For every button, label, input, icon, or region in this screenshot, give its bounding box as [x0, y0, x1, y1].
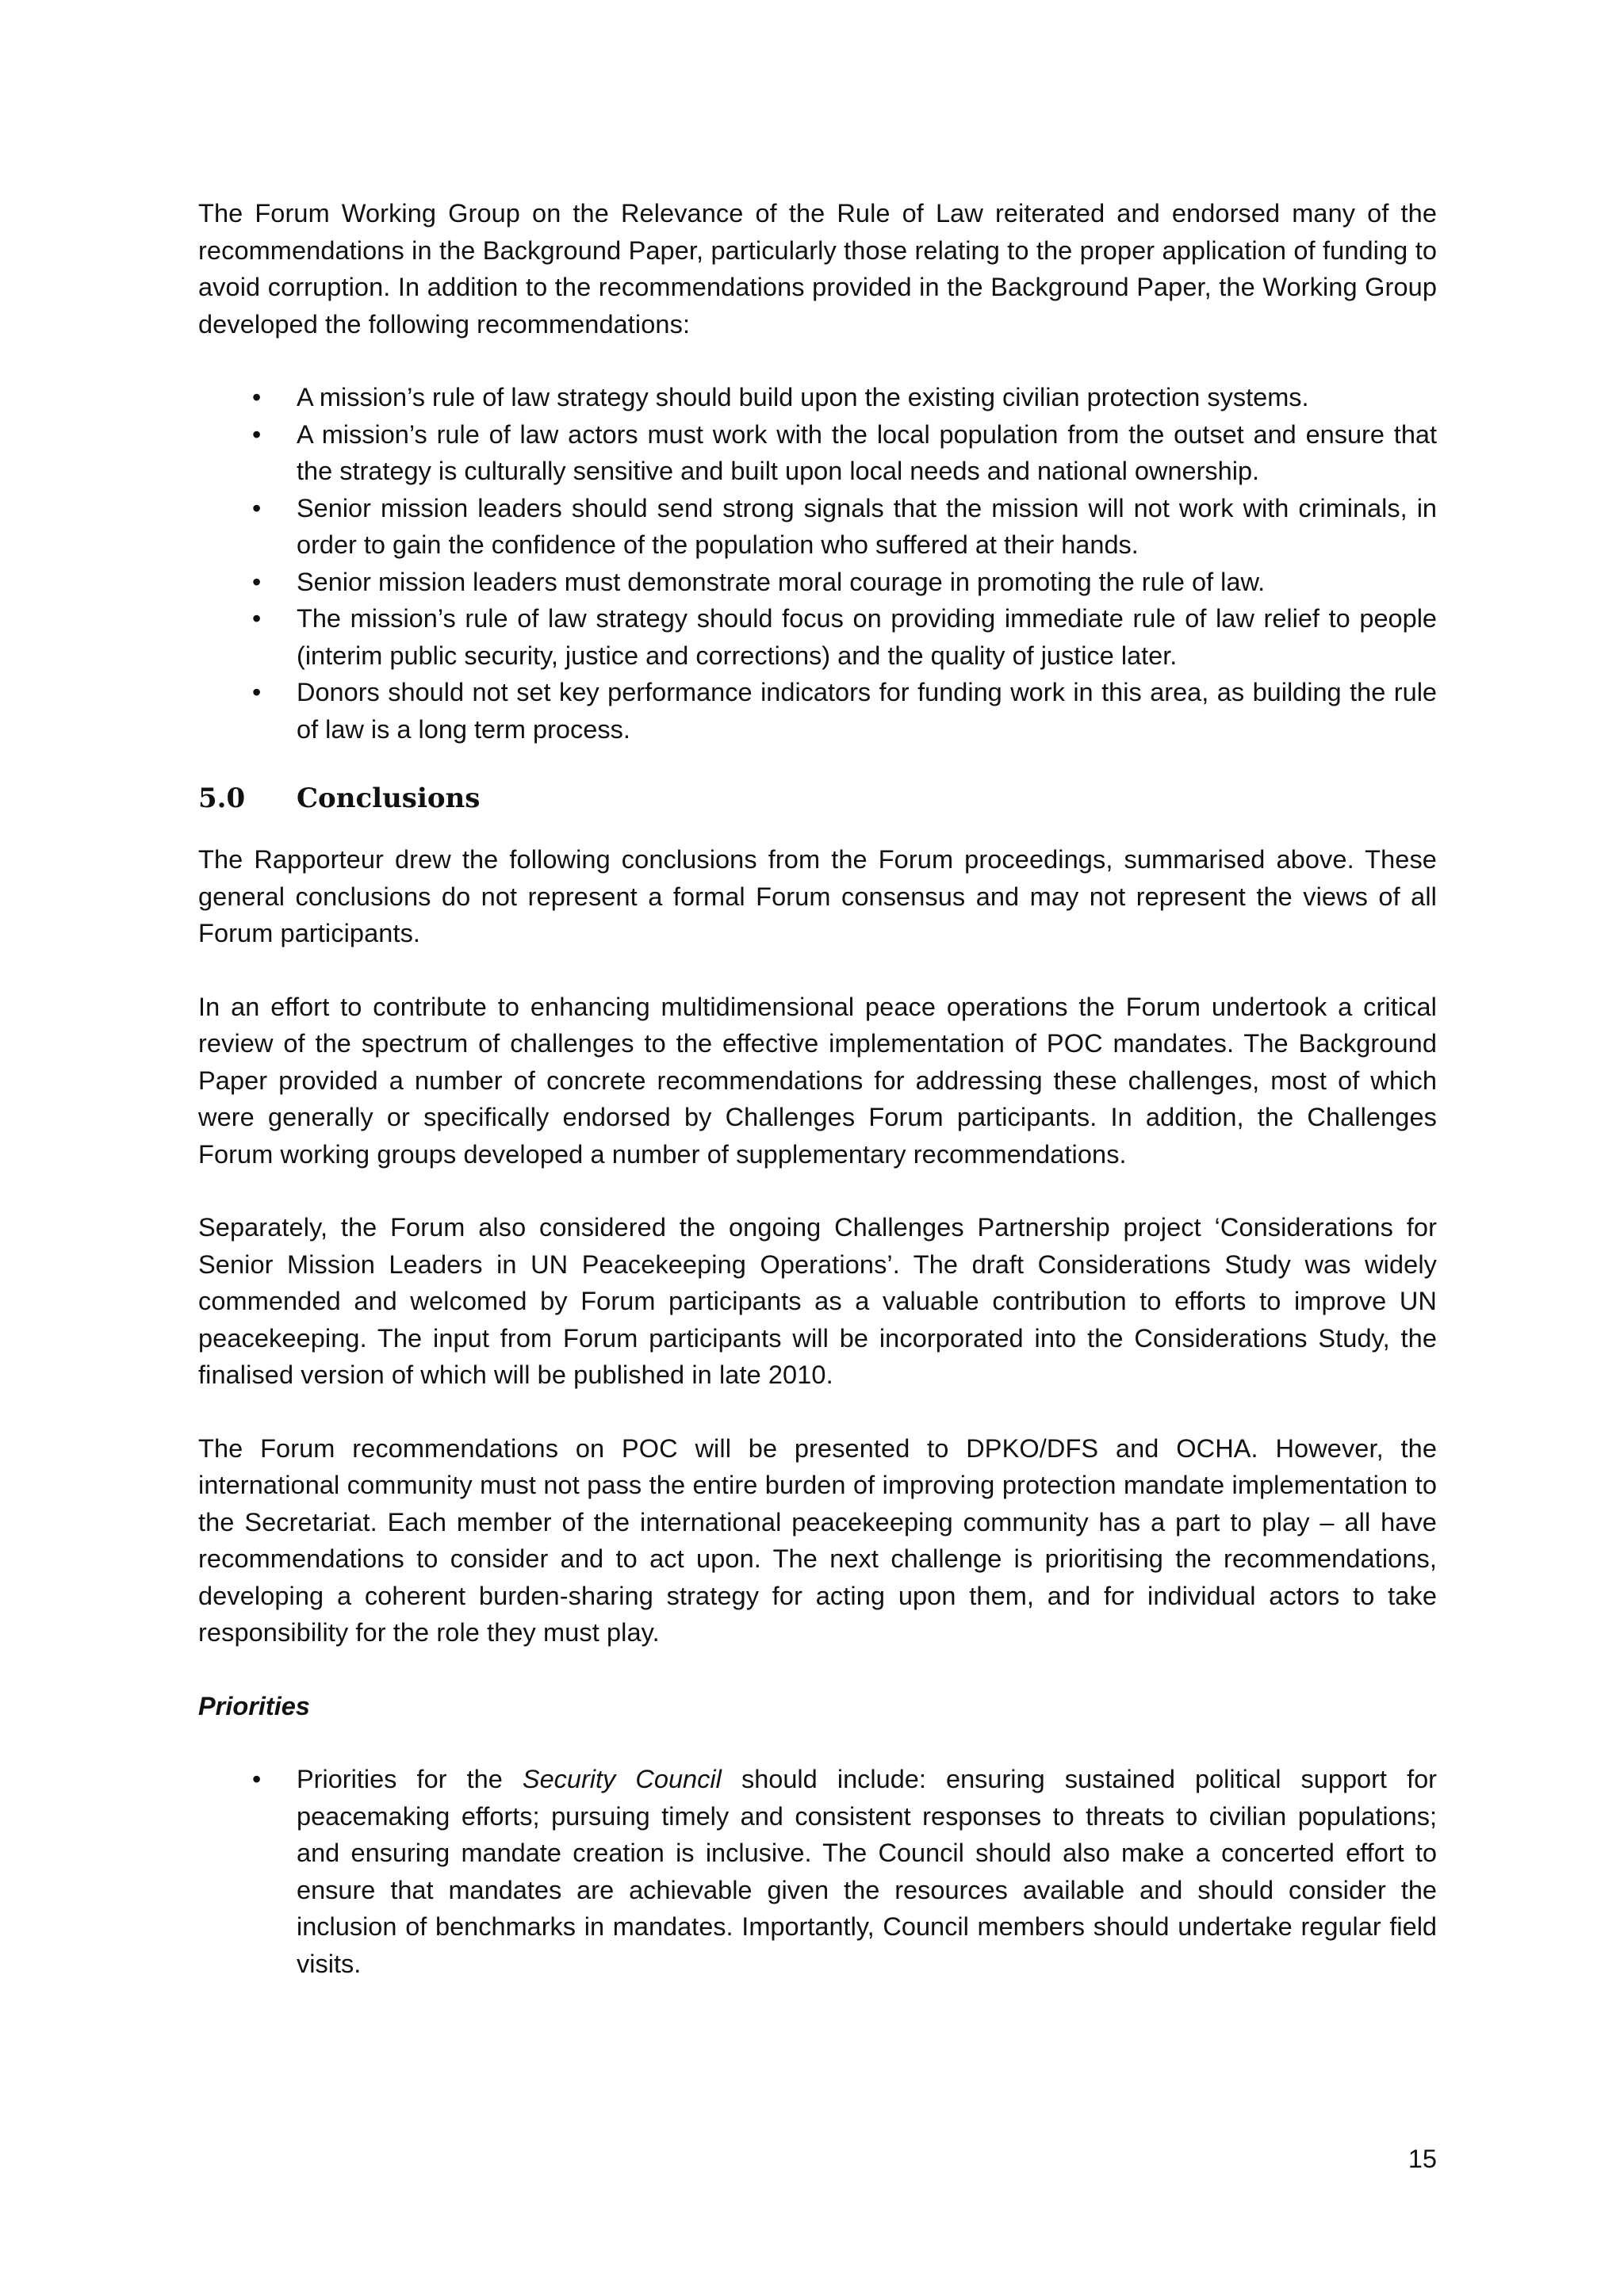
document-page — [198, 195, 1437, 1982]
priorities-list — [198, 1761, 1437, 1982]
list-item-text: A mission’s rule of law strategy should build upon the existing civilian protection systems. — [297, 383, 1309, 411]
bullet-icon: • — [252, 419, 262, 449]
conclusions-paragraph-3: Separately, the Forum also considered the ongoing Challenges Partnership project ‘Considerations for Senior Mission Leaders in UN Peacekeeping Operations’. The draft Considerations Study was widely commended and welcomed by Forum participants as a valuable contribution to efforts to improve UN peacekeeping. The input from Forum participants will be incorporated into the Considerations Study, the finalised version of which will be published in late 2010. — [198, 1213, 1437, 1389]
intro-paragraph: The Forum Working Group on the Relevance of the Rule of Law reiterated and endorsed many of the recommendations in the Background Paper, particularly those relating to the proper application of funding to avoid corruption. In addition to the recommendations provided in the Background Paper, the Working Group developed the following recommendations: — [198, 199, 1437, 339]
security-council-emphasis: Security Council — [522, 1765, 722, 1793]
list-item-text: Senior mission leaders must demonstrate moral courage in promoting the rule of law. — [297, 567, 1266, 596]
list-item — [198, 379, 1437, 416]
conclusions-paragraph-2: In an effort to contribute to enhancing multidimensional peace operations the Forum undertook a critical review of the spectrum of challenges to the effective implementation of POC mandates. The Background Paper provided a number of concrete recommendations for addressing these challenges, most of which were generally or specifically endorsed by Challenges Forum participants. In addition, the Challenges Forum working groups developed a number of supplementary recommendations. — [198, 992, 1437, 1169]
bullet-icon: • — [252, 678, 262, 706]
bullet-icon: • — [252, 383, 262, 411]
priorities-lead-text: Priorities for the — [297, 1765, 523, 1793]
bullet-icon: • — [252, 493, 262, 522]
list-item — [198, 674, 1437, 748]
list-item-text: A mission’s rule of law actors must work with the local population from the outset and ensure that the strategy is culturally sensitive and built upon local needs and national ownership. — [297, 419, 1437, 485]
rule-of-law-recommendations-list — [198, 379, 1437, 748]
list-item — [198, 490, 1437, 564]
section-heading — [198, 779, 1437, 817]
bullet-icon: • — [252, 604, 262, 633]
conclusions-paragraph-1: The Rapporteur drew the following conclusions from the Forum proceedings, summarised above. These general conclusions do not represent a formal Forum consensus and may not represent the views of all Forum participants. — [198, 845, 1437, 947]
page-number: 15 — [1408, 2145, 1437, 2173]
list-item-text: The mission’s rule of law strategy should focus on providing immediate rule of law relief to people (interim public security, justice and corrections) and the quality of justice later. — [297, 604, 1437, 670]
section-number: 5.0 — [198, 783, 246, 814]
conclusions-paragraph-4: The Forum recommendations on POC will be presented to DPKO/DFS and OCHA. However, the international community must not pass the entire burden of improving protection mandate implementation to the Secretariat. Each member of the international peacekeeping community has a part to play – all have recommendations to consider and to act upon. The next challenge is prioritising the recommendations, developing a coherent burden-sharing strategy for acting upon them, and for individual actors to take responsibility for the role they must play. — [198, 1433, 1437, 1647]
bullet-icon: • — [252, 567, 262, 596]
priorities-rest-text: should include: ensuring sustained political support for peacemaking efforts; pursuing timely and consistent responses to threats to civilian populations; and ensuring mandate creation is inclusive. The Council should also make a concerted effort to ensure that mandates are achievable given the resources available and should consider the inclusion of benchmarks in mandates. Importantly, Council members should undertake regular field visits. — [297, 1765, 1437, 1978]
list-item — [198, 564, 1437, 601]
list-item-text: Donors should not set key performance indicators for funding work in this area, as building the rule of law is a long term process. — [297, 678, 1437, 744]
list-item — [198, 416, 1437, 490]
list-item-text: Senior mission leaders should send strong signals that the mission will not work with criminals, in order to gain the confidence of the population who suffered at their hands. — [297, 493, 1437, 559]
section-title: Conclusions — [297, 783, 481, 814]
list-item — [198, 600, 1437, 674]
list-item — [198, 1761, 1437, 1982]
bullet-icon: • — [252, 1765, 262, 1793]
priorities-heading: Priorities — [198, 1691, 310, 1720]
